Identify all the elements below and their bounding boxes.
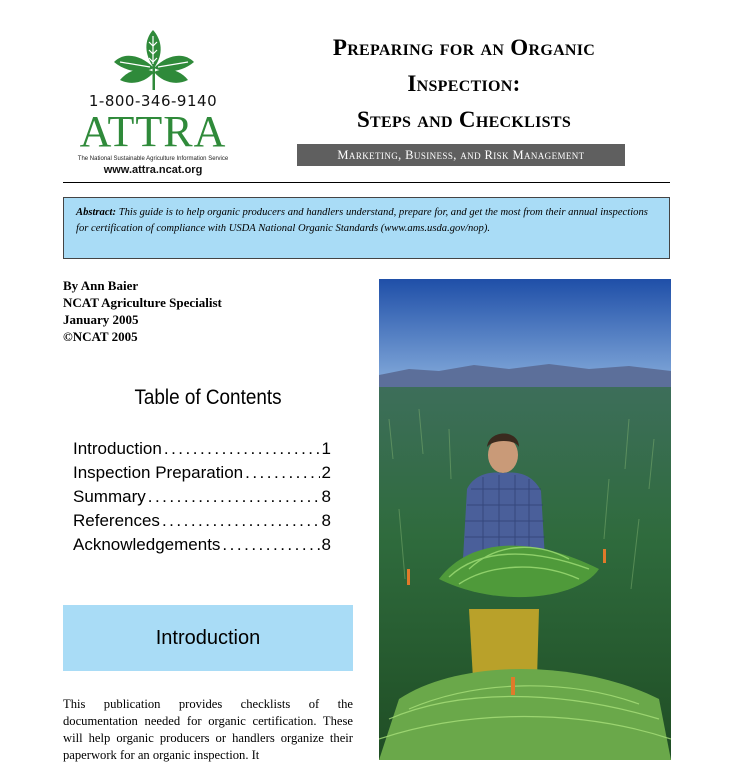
toc-page-number: 8 [321, 511, 331, 530]
abstract-text: This guide is to help organic producers and handlers understand, prepare for, and get the most from their annual inspections for certification of compliance with USDA National Organic Standards (www.ams.usda.gov/nop). [76, 207, 648, 234]
toc-page-number: 1 [321, 439, 331, 458]
toc-item-acknowledgements[interactable] [73, 535, 331, 559]
toc-item-label: References [73, 511, 160, 530]
farmer-field-photo [379, 279, 671, 760]
copyright: ©NCAT 2005 [63, 329, 138, 344]
header-divider [63, 182, 670, 183]
title-line-2: Inspection: [407, 71, 521, 96]
toc-leader [164, 439, 320, 459]
attra-wordmark: ATTRA [79, 107, 227, 156]
leaf-sprout-logo-icon [110, 28, 196, 92]
attra-url[interactable]: www.attra.ncat.org [103, 164, 203, 176]
attra-logo [62, 28, 244, 178]
author-name: By Ann Baier [63, 278, 139, 293]
title-line-3: Steps and Checklists [356, 107, 572, 132]
introduction-paragraph: This publication provides checklists of the documentation needed for organic certification. These will help organic producers or handlers organize their paperwork for an organic inspection. It [63, 697, 353, 762]
title-line-1: Preparing for an Organic [332, 35, 596, 60]
abstract-box [63, 197, 670, 259]
introduction-heading: Introduction [155, 626, 261, 649]
attra-tagline: The National Sustainable Agriculture Information Service [77, 156, 229, 162]
abstract-label: Abstract: [76, 207, 117, 218]
toc-item-label: Summary [73, 487, 146, 506]
byline [63, 277, 353, 345]
toc-title: Table of Contents [134, 386, 282, 409]
toc-item-label: Inspection Preparation [73, 463, 244, 482]
toc-item-introduction[interactable] [73, 439, 331, 463]
category-banner: Marketing, Business, and Risk Management [297, 144, 625, 166]
toc-leader [222, 535, 319, 555]
attra-phone: 1-800-346-9140 [88, 92, 218, 110]
toc-item-label: Introduction [73, 439, 162, 458]
table-of-contents [73, 439, 331, 559]
toc-page-number: 8 [321, 487, 331, 506]
toc-page-number: 8 [321, 535, 331, 554]
toc-item-inspection-preparation[interactable] [73, 463, 331, 487]
toc-leader [162, 511, 320, 531]
toc-item-label: Acknowledgements [73, 535, 221, 554]
introduction-heading-box [63, 605, 353, 671]
toc-item-references[interactable] [73, 511, 331, 535]
toc-leader [148, 487, 320, 507]
publish-date: January 2005 [63, 312, 139, 327]
toc-leader [245, 463, 319, 483]
document-title [262, 30, 666, 138]
toc-item-summary[interactable] [73, 487, 331, 511]
author-role: NCAT Agriculture Specialist [63, 295, 222, 310]
photo-illustration [379, 279, 671, 760]
toc-page-number: 2 [321, 463, 331, 482]
